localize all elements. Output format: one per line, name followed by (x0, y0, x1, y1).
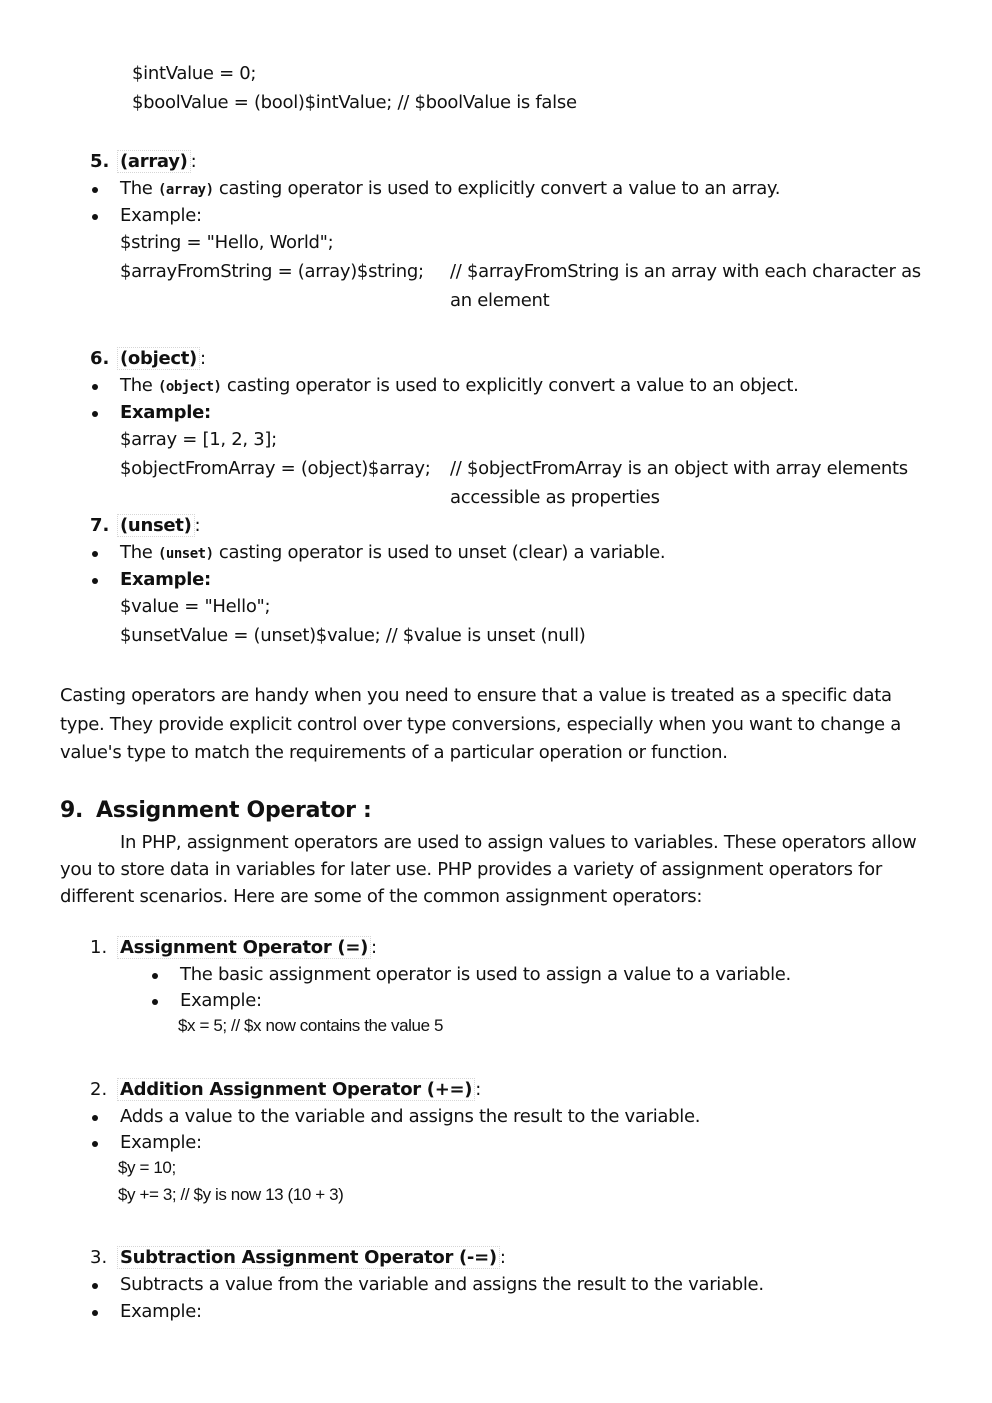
code-line: $arrayFromString = (array)$string; (120, 261, 424, 282)
bullet-icon (152, 999, 158, 1005)
description: The (array) casting operator is used to explicitly convert a value to an array. (120, 178, 781, 199)
object-cast-title: (object) (117, 347, 200, 370)
code-comment: // $arrayFromString is an array with each character as (450, 261, 921, 282)
example-label: Example: (120, 1301, 202, 1322)
unset-cast-title: (unset) (117, 514, 195, 537)
section-title: (unset) : (120, 514, 200, 538)
code-line: $x = 5; // $x now contains the value 5 (178, 1016, 444, 1035)
code-comment: // $objectFromArray is an object with array elements (450, 458, 908, 479)
section-title: (object) : (120, 347, 206, 371)
example-label: Example: (120, 1132, 202, 1153)
bullet-icon (92, 1141, 98, 1147)
description: The (unset) casting operator is used to unset (clear) a variable. (120, 542, 666, 563)
description: Subtracts a value from the variable and assigns the result to the variable. (120, 1274, 764, 1295)
example-label: Example: (120, 569, 211, 590)
paragraph-line: different scenarios. Here are some of the common assignment operators: (60, 886, 703, 907)
code-line: $unsetValue = (unset)$value; // $value is unset (null) (120, 625, 586, 646)
page-heading: Assignment Operator : (96, 798, 372, 823)
paragraph-line: Casting operators are handy when you need to ensure that a value is treated as a specific data (60, 685, 892, 706)
description: The basic assignment operator is used to assign a value to a variable. (180, 964, 791, 985)
code-line: $objectFromArray = (object)$array; (120, 458, 431, 479)
assign-op-title: Assignment Operator (=) (117, 936, 371, 959)
description: Adds a value to the variable and assigns the result to the variable. (120, 1106, 701, 1127)
section-title: Subtraction Assignment Operator (-=) : (120, 1246, 506, 1270)
list-number: 1. (90, 937, 108, 958)
list-number: 3. (90, 1247, 108, 1268)
example-label: Example: (120, 205, 202, 226)
code-line: $string = "Hello, World"; (120, 232, 334, 253)
description: The (object) casting operator is used to explicitly convert a value to an object. (120, 375, 799, 396)
list-number: 7. (90, 515, 110, 536)
section-title: Assignment Operator (=) : (120, 936, 377, 960)
code-line: $value = "Hello"; (120, 596, 271, 617)
section-title: Addition Assignment Operator (+=) : (120, 1078, 481, 1102)
bullet-icon (92, 551, 98, 557)
bullet-icon (92, 578, 98, 584)
sub-op-title: Subtraction Assignment Operator (-=) (117, 1246, 500, 1269)
add-op-title: Addition Assignment Operator (+=) (117, 1078, 475, 1101)
bullet-icon (92, 214, 98, 220)
list-number: 6. (90, 348, 110, 369)
bullet-icon (92, 384, 98, 390)
paragraph-line: In PHP, assignment operators are used to assign values to variables. These operators allow (120, 832, 917, 853)
paragraph-line: type. They provide explicit control over type conversions, especially when you want to change a (60, 714, 901, 735)
paragraph-line: you to store data in variables for later use. PHP provides a variety of assignment operators for (60, 859, 882, 880)
code-line: $boolValue = (bool)$intValue; // $boolValue is false (132, 92, 577, 113)
list-number: 2. (90, 1079, 108, 1100)
bullet-icon (92, 411, 98, 417)
bullet-icon (92, 1115, 98, 1121)
example-label: Example: (120, 402, 211, 423)
code-line: $y = 10; (118, 1158, 176, 1177)
section-number: 9. (60, 798, 84, 823)
list-number: 5. (90, 151, 110, 172)
section-title: (array) : (120, 150, 196, 174)
bullet-icon (92, 1283, 98, 1289)
paragraph-line: value's type to match the requirements of a particular operation or function. (60, 742, 728, 763)
example-label: Example: (180, 990, 262, 1011)
code-line: $y += 3; // $y is now 13 (10 + 3) (118, 1185, 344, 1204)
bullet-icon (152, 973, 158, 979)
code-comment: accessible as properties (450, 487, 660, 508)
code-line: $array = [1, 2, 3]; (120, 429, 277, 450)
code-line: $intValue = 0; (132, 63, 257, 84)
code-comment: an element (450, 290, 550, 311)
array-cast-title: (array) (117, 150, 191, 173)
bullet-icon (92, 187, 98, 193)
bullet-icon (92, 1310, 98, 1316)
